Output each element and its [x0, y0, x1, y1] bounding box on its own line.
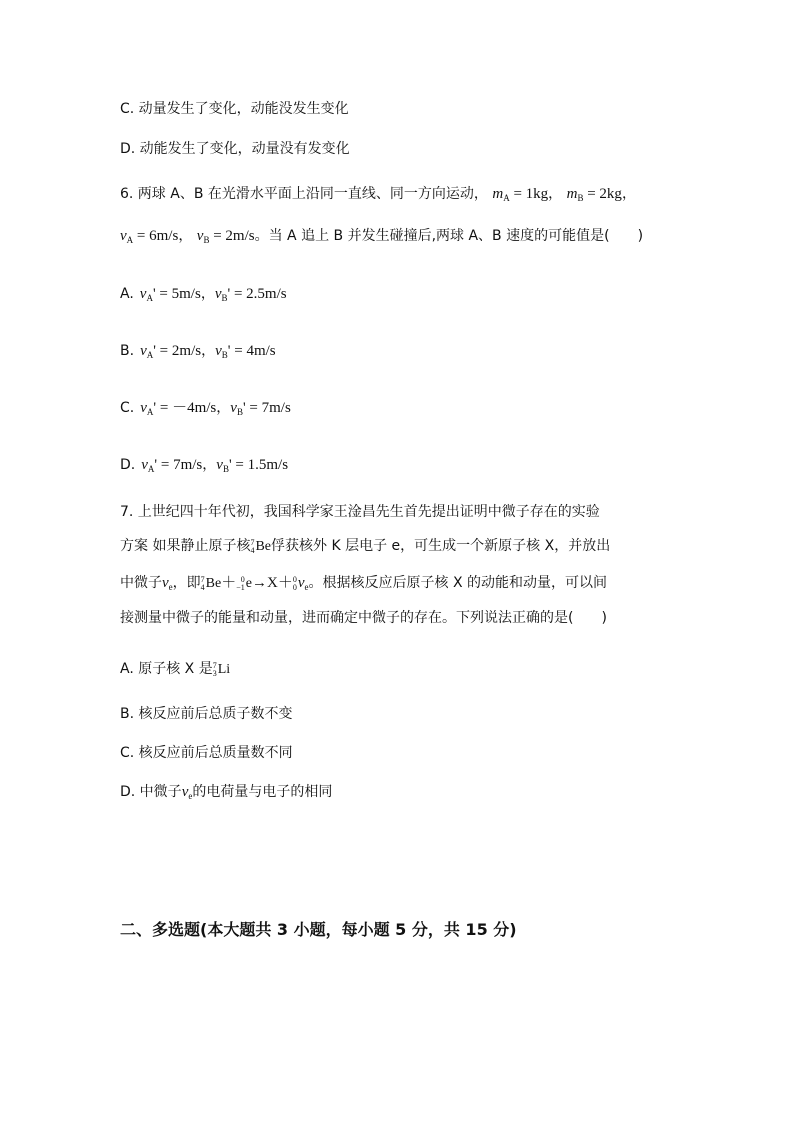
- mass-b: $m_B$: [566, 186, 584, 203]
- q6-stem-line1: 6. 两球 A、B 在光滑水平面上沿同一直线、同一方向运动， $m_A = 1kg$， $m_B = 2kg$，: [120, 186, 636, 203]
- q7-line2: 方案 如果静止原子核 7 4 Be俘获核外 K 层电子 e，可生成一个新原子核 X，并放出: [120, 536, 610, 557]
- q6-stem-line2: $v_A = 6m/s$， $v_B = 2m/s$。当 A 追上 B 并发生碰撞后,两球 A、B 速度的可能值是( ): [120, 228, 644, 245]
- section-heading-multiple-choice: 二、多选题(本大题共 3 小题，每小题 5 分，共 15 分): [120, 920, 517, 939]
- beryllium-nuclide-eq: 7 4 Be: [200, 574, 222, 592]
- beryllium-nuclide: 7 4 Be: [250, 537, 272, 555]
- neutrino-nuclide: 0 0 $\nu_e$: [292, 574, 309, 592]
- neutrino-symbol: $\nu_e$: [162, 575, 173, 592]
- lithium-nuclide: 7 3 Li: [212, 660, 231, 678]
- velocity-a: $v_A$: [120, 228, 134, 245]
- electron-symbol: 0 −1 e: [236, 574, 252, 592]
- q6-option-b: B. $v_A' = 2m/s$，$v_B' = 4m/s$: [120, 343, 276, 360]
- q7-line4: 接测量中微子的能量和动量，进而确定中微子的存在。下列说法正确的是( ): [120, 610, 607, 626]
- mass-b-value: = 2kg: [583, 186, 622, 202]
- q7-line1: 7. 上世纪四十年代初，我国科学家王淦昌先生首先提出证明中微子存在的实验: [120, 504, 600, 520]
- mass-a-value: = 1kg: [509, 186, 549, 202]
- q6-option-d: D. $v_A' = 7m/s$，$v_B' = 1.5m/s$: [120, 457, 289, 474]
- neutrino-symbol-d: $\nu_e$: [181, 784, 193, 801]
- q5-option-c: C. 动量发生了变化，动能没发生变化: [120, 101, 349, 117]
- q6-stem-text: 6. 两球 A、B 在光滑水平面上沿同一直线、同一方向运动，: [120, 186, 488, 202]
- q7-option-d: D. 中微子$\nu_e$的电荷量与电子的相同: [120, 784, 333, 801]
- q6-option-c: C. $v_A' = -4m/s$，$v_B' = 7m/s$: [120, 400, 291, 417]
- q7-line3: 中微子$\nu_e$，即 7 4 Be＋ 0 −1 e→X＋ 0 0 $\nu_e$。根据核反应后原子核 X 的动能和动量，可以间: [120, 573, 607, 597]
- velocity-b: $v_B$: [196, 228, 210, 245]
- q7-option-b: B. 核反应前后总质子数不变: [120, 706, 293, 722]
- q7-option-c: C. 核反应前后总质量数不同: [120, 745, 293, 761]
- q6-stem-text-2: 。当 A 追上 B 并发生碰撞后,两球 A、B 速度的可能值是( ): [254, 228, 644, 244]
- mass-a: $m_A$: [492, 186, 510, 203]
- q6-option-a: A. $v_A' = 5m/s$，$v_B' = 2.5m/s$: [120, 286, 287, 303]
- q7-option-a: A. 原子核 X 是 7 3 Li: [120, 659, 230, 680]
- velocity-a-value: = 6m/s: [133, 228, 179, 244]
- velocity-b-value: = 2m/s: [209, 228, 255, 244]
- q5-option-d: D. 动能发生了变化，动量没有发变化: [120, 141, 350, 157]
